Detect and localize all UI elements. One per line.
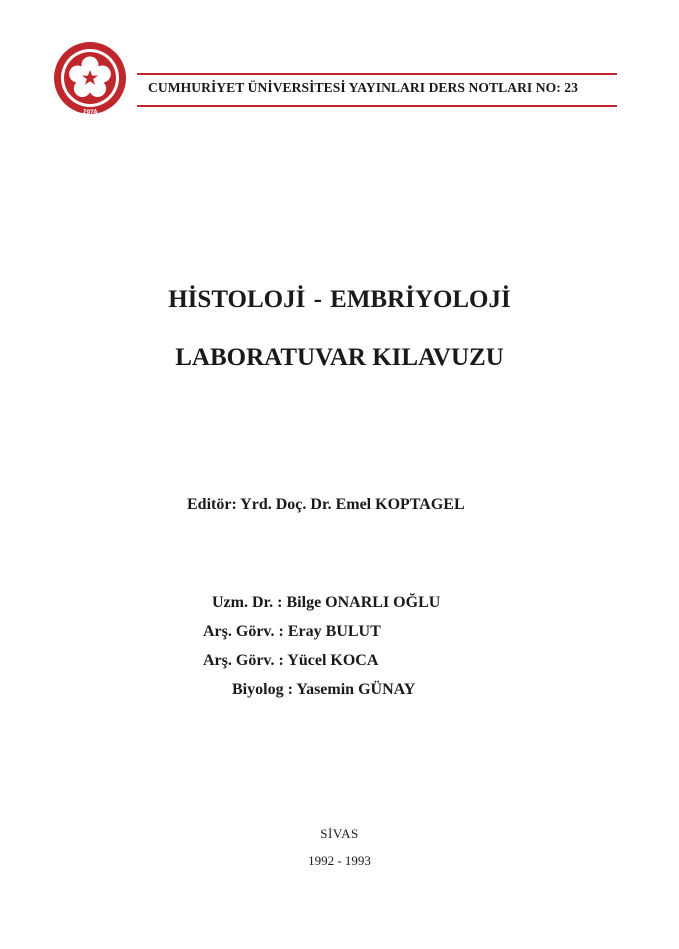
editor-credit: Editör: Yrd. Doç. Dr. Emel KOPTAGEL bbox=[187, 496, 465, 513]
author-name: Bilge ONARLI OĞLU bbox=[286, 594, 441, 611]
header-rule-bottom bbox=[137, 105, 617, 107]
university-logo bbox=[52, 42, 128, 120]
author-3 bbox=[203, 652, 378, 670]
author-name: Eray BULUT bbox=[287, 623, 381, 640]
author-role: Uzm. Dr. : bbox=[212, 594, 283, 611]
author-role: Arş. Görv. : bbox=[203, 652, 284, 669]
author-2 bbox=[203, 623, 381, 641]
book-title-line-1: HİSTOLOJİ - EMBRİYOLOJİ bbox=[168, 286, 511, 313]
logo-year: 1974 bbox=[81, 108, 99, 117]
book-title-line-2: LABORATUVAR KILAVUZU bbox=[175, 344, 504, 371]
author-role: Biyolog : bbox=[232, 681, 293, 698]
author-name: Yasemin GÜNAY bbox=[296, 681, 416, 698]
svg-text:1974 bbox=[82, 108, 98, 116]
author-name: Yücel KOCA bbox=[287, 652, 379, 669]
publication-years: 1992 - 1993 bbox=[308, 853, 371, 868]
author-role: Arş. Görv. : bbox=[203, 623, 284, 640]
header-rule-top bbox=[137, 73, 617, 75]
author-4 bbox=[232, 681, 415, 699]
publication-city: SİVAS bbox=[320, 826, 359, 841]
author-1 bbox=[212, 594, 440, 612]
series-title: CUMHURİYET ÜNİVERSİTESİ YAYINLARI DERS NOTLARI NO: 23 bbox=[148, 80, 578, 95]
